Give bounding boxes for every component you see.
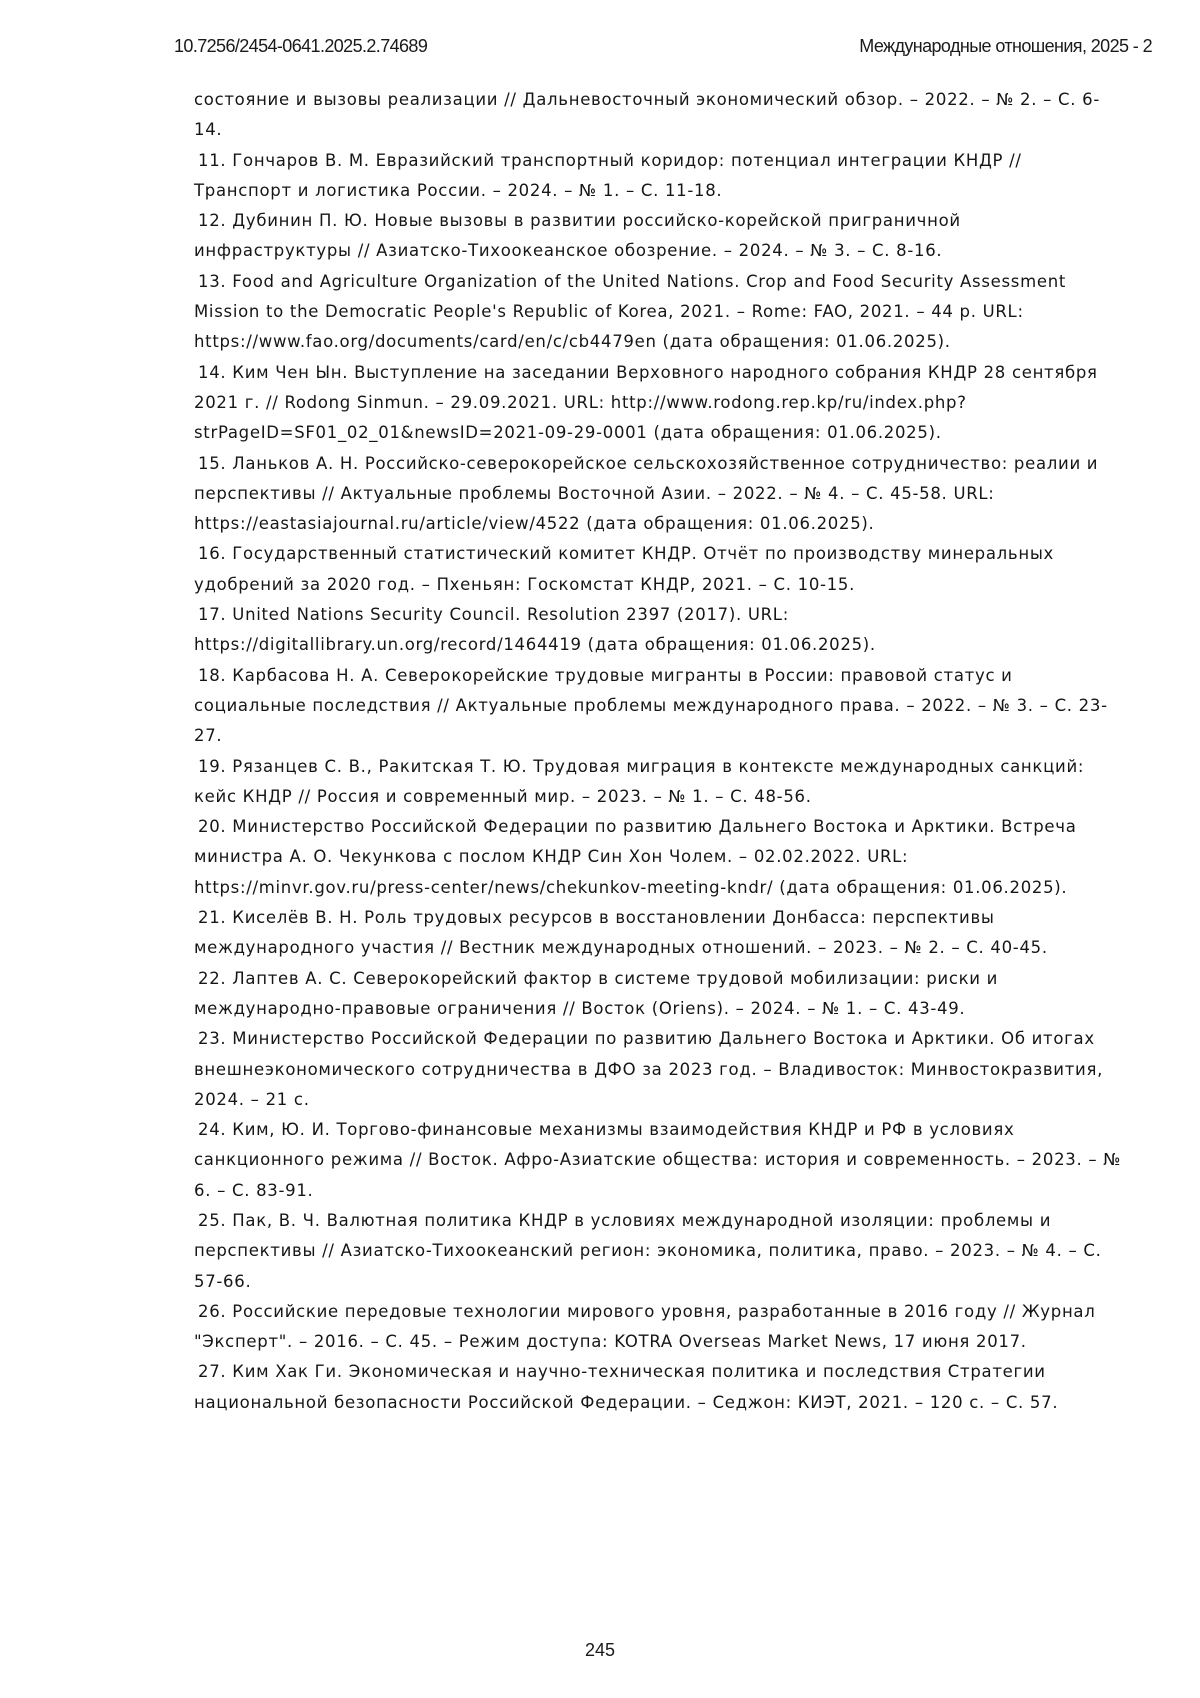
reference-number: 20. (198, 817, 226, 836)
reference-text: Рязанцев С. В., Ракитская Т. Ю. Трудовая миграция в контексте международных санкций: кейс КНДР // Россия и современный мир. – 2023. – № 1. – С. 48-56. (194, 757, 1084, 806)
reference-text: Министерство Российской Федерации по развитию Дальнего Востока и Арктики. Об итогах внешнеэкономического сотрудничества в ДФО за 2023 год. – Владивосток: Минвостокразвития, 2024. – 21 с. (194, 1029, 1103, 1109)
reference-text: состояние и вызовы реализации // Дальневосточный экономический обзор. – 2022. – № 2. – С. 6-14. (194, 90, 1100, 139)
reference-item (194, 1024, 1122, 1115)
reference-text: Гончаров В. М. Евразийский транспортный коридор: потенциал интеграции КНДР // Транспорт и логистика России. – 2024. – № 1. – С. 11-18. (194, 151, 1022, 200)
reference-item (194, 661, 1122, 752)
reference-number: 12. (198, 211, 226, 230)
reference-number: 16. (198, 544, 226, 563)
reference-number: 18. (198, 666, 226, 685)
reference-item (194, 1115, 1122, 1206)
reference-item (194, 146, 1122, 207)
reference-text: Карбасова Н. А. Северокорейские трудовые мигранты в России: правовой статус и социальные последствия // Актуальные проблемы международного права. – 2022. – № 3. – С. 23-27. (194, 666, 1108, 746)
reference-text: Пак, В. Ч. Валютная политика КНДР в условиях международной изоляции: проблемы и перспективы // Азиатско-Тихоокеанский регион: экономика, политика, право. – 2023. – № 4. – С. 57-66. (194, 1211, 1102, 1291)
reference-item (194, 206, 1122, 267)
reference-item (194, 1357, 1122, 1418)
reference-text: Лаптев А. С. Северокорейский фактор в системе трудовой мобилизации: риски и международно-правовые ограничения // Восток (Oriens). – 2024. – № 1. – С. 43-49. (194, 969, 998, 1018)
reference-item (194, 539, 1122, 600)
reference-number: 25. (198, 1211, 226, 1230)
reference-item (194, 812, 1122, 903)
reference-number: 11. (198, 151, 226, 170)
reference-text: Ким Чен Ын. Выступление на заседании Верховного народного собрания КНДР 28 сентября 2021 г. // Rodong Sinmun. – 29.09.2021. URL: http://www.rodong.rep.kp/ru/index.php?strPageID=SF01_02_01&newsID=2021-09-29-0001 (дата обращения: 01.06.2025). (194, 363, 1098, 443)
reference-text: United Nations Security Council. Resolution 2397 (2017). URL: https://digitallibrary.un.org/record/1464419 (дата обращения: 01.06.2025). (194, 605, 876, 654)
reference-text: Министерство Российской Федерации по развитию Дальнего Востока и Арктики. Встреча министра А. О. Чекункова с послом КНДР Син Хон Чолем. – 02.02.2022. URL: https://minvr.gov.ru/press-center/news/chekunkov-meeting-kndr/ (дата обращения: 01.06.2025). (194, 817, 1077, 897)
reference-item (194, 600, 1122, 661)
reference-item (194, 449, 1122, 540)
reference-text: Ким, Ю. И. Торгово-финансовые механизмы взаимодействия КНДР и РФ в условиях санкционного режима // Восток. Афро-Азиатские общества: история и современность. – 2023. – № 6. – С. 83-91. (194, 1120, 1121, 1200)
reference-item (194, 267, 1122, 358)
reference-text: Food and Agriculture Organization of the United Nations. Crop and Food Security Assessment Mission to the Democratic People's Republic of Korea, 2021. – Rome: FAO, 2021. – 44 p. URL: https://www.fao.org/documents/card/en/c/cb4479en (дата обращения: 01.06.2025). (194, 272, 1066, 352)
reference-number: 21. (198, 908, 226, 927)
reference-item-continued (194, 85, 1122, 146)
reference-text: Российские передовые технологии мирового уровня, разработанные в 2016 году // Журнал "Эксперт". – 2016. – С. 45. – Режим доступа: KOTRA Overseas Market News, 17 июня 2017. (194, 1302, 1096, 1351)
reference-list (194, 85, 1122, 1418)
reference-text: Ланьков А. Н. Российско-северокорейское сельскохозяйственное сотрудничество: реалии и перспективы // Актуальные проблемы Восточной Азии. – 2022. – № 4. – С. 45-58. URL: https://eastasiajournal.ru/article/view/4522 (дата обращения: 01.06.2025). (194, 454, 1098, 534)
reference-number: 26. (198, 1302, 226, 1321)
reference-number: 17. (198, 605, 226, 624)
page-number: 245 (0, 1640, 1200, 1661)
reference-number: 22. (198, 969, 226, 988)
reference-number: 15. (198, 454, 226, 473)
reference-item (194, 964, 1122, 1025)
reference-item (194, 1297, 1122, 1358)
page-header (174, 36, 1152, 62)
reference-number: 14. (198, 363, 226, 382)
reference-number: 19. (198, 757, 226, 776)
reference-number: 27. (198, 1362, 226, 1381)
reference-item (194, 903, 1122, 964)
reference-item (194, 1206, 1122, 1297)
doi-text: 10.7256/2454-0641.2025.2.74689 (174, 36, 427, 57)
reference-number: 24. (198, 1120, 226, 1139)
reference-item (194, 752, 1122, 813)
reference-number: 23. (198, 1029, 226, 1048)
reference-text: Киселёв В. Н. Роль трудовых ресурсов в восстановлении Донбасса: перспективы международного участия // Вестник международных отношений. – 2023. – № 2. – С. 40-45. (194, 908, 1048, 957)
reference-text: Дубинин П. Ю. Новые вызовы в развитии российско-корейской приграничной инфраструктуры // Азиатско-Тихоокеанское обозрение. – 2024. – № 3. – С. 8-16. (194, 211, 961, 260)
journal-title: Международные отношения, 2025 - 2 (859, 36, 1152, 57)
reference-number: 13. (198, 272, 226, 291)
reference-text: Ким Хак Ги. Экономическая и научно-техническая политика и последствия Стратегии национальной безопасности Российской Федерации. – Седжон: КИЭТ, 2021. – 120 с. – С. 57. (194, 1362, 1058, 1411)
reference-item (194, 358, 1122, 449)
reference-text: Государственный статистический комитет КНДР. Отчёт по производству минеральных удобрений за 2020 год. – Пхеньян: Госкомстат КНДР, 2021. – С. 10-15. (194, 544, 1054, 593)
